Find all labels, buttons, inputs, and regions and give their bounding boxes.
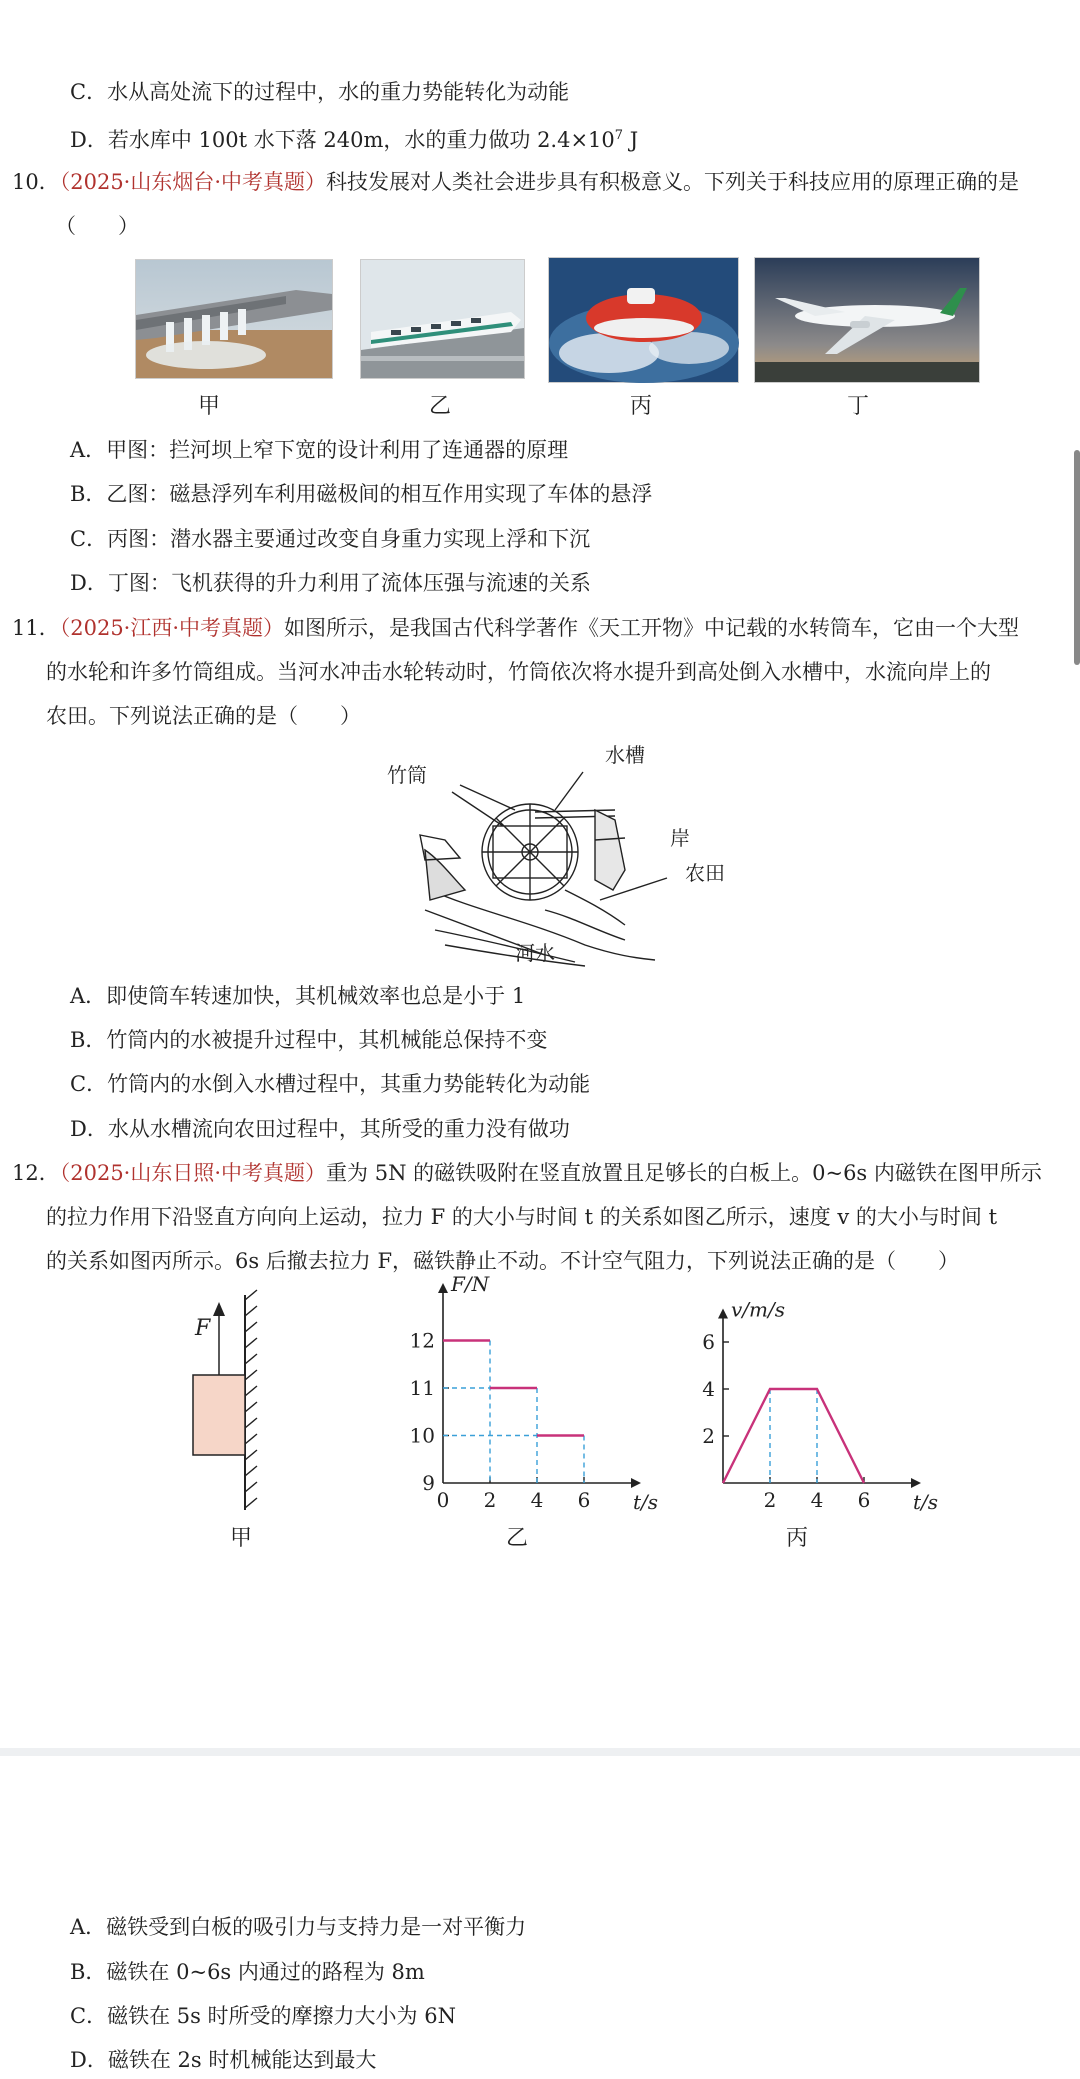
caption-jia: 甲 [197,394,220,419]
x-axis-arrow [631,1478,641,1488]
caption-fig-jia: 甲 [230,1526,253,1551]
x-axis-label: t/s [913,1490,939,1514]
q10-option-c: C．丙图：潜水器主要通过改变自身重力实现上浮和下沉 [70,527,591,551]
y-tick-label: 10 [409,1423,435,1448]
q11-source: （2025·江西·中考真题） [59,616,285,640]
q9-option-d [70,121,638,155]
q10-option-a: A．甲图：拦河坝上窄下宽的设计利用了连通器的原理 [70,438,569,462]
y-axis-arrow [438,1283,448,1293]
q11-number: 11． [12,616,60,640]
q11-stem-line2: 的水轮和许多竹筒组成。当河水冲击水轮转动时，竹筒依次将水提升到高处倒入水槽中，水流向岸上的 [46,660,991,684]
figure-jia-magnet [180,1290,290,1550]
q10-option-b: B．乙图：磁悬浮列车利用磁极间的相互作用实现了车体的悬浮 [70,482,653,506]
caption-yi: 乙 [428,394,451,419]
label-trough: 水槽 [605,743,645,767]
y-axis-label: F/N [451,1272,490,1296]
q9-option-d-value: 2.4×10 [537,128,615,152]
velocity-line [723,1389,864,1483]
q9-option-d-exponent: 7 [614,128,624,143]
scrollbar[interactable] [1074,450,1080,665]
label-bamboo-tube: 竹筒 [387,763,427,787]
q12-option-b: B．磁铁在 0~6s 内通过的路程为 8m [70,1960,425,1984]
chart-velocity-time [695,1290,945,1555]
caption-bing: 丙 [629,394,652,419]
label-farmland: 农田 [685,861,725,885]
force-label: F [195,1316,211,1341]
y-axis-arrow [718,1309,728,1319]
q11-option-b: B．竹筒内的水被提升过程中，其机械能总保持不变 [70,1028,548,1052]
y-tick-label: 4 [702,1377,715,1401]
y-axis-label: v/m/s [731,1297,786,1322]
q10-option-d: D．丁图：飞机获得的升力利用了流体压强与流速的关系 [70,571,591,595]
photo-submersible [548,257,739,383]
q12-option-c: C．磁铁在 5s 时所受的摩擦力大小为 6N [70,2004,456,2028]
label-river: 河水 [515,941,555,965]
x-tick-label: 6 [577,1488,591,1512]
x-tick-label: 4 [530,1488,544,1512]
q9-option-d-text: D．若水库中 100t 水下落 240m，水的重力做功 [70,128,538,152]
x-axis-arrow [911,1478,921,1488]
q11-stem [12,613,1019,643]
q12-stem-line3: 的关系如图丙所示。6s 后撤去拉力 F，磁铁静止不动。不计空气阻力，下列说法正确的是（ ） [46,1249,960,1273]
water-wheel-figure [385,740,735,970]
q12-stem-line2: 的拉力作用下沿竖直方向向上运动，拉力 F 的大小与时间 t 的关系如图乙所示，速度 v 的大小与时间 t [46,1205,998,1229]
label-bank: 岸 [670,826,690,850]
q9-option-c: C．水从高处流下的过程中，水的重力势能转化为动能 [70,80,570,104]
y-tick-label: 9 [422,1471,435,1495]
q10-source: （2025·山东烟台·中考真题） [59,170,327,194]
photo-maglev [360,259,525,379]
q12-option-a: A．磁铁受到白板的吸引力与支持力是一对平衡力 [70,1915,527,1939]
q11-option-a: A．即使筒车转速加快，其机械效率也总是小于 1 [70,984,526,1008]
q12-stem-line1: 重为 5N 的磁铁吸附在竖直放置且足够长的白板上。0~6s 内磁铁在图甲所示 [326,1161,1042,1185]
chart-caption: 丙 [785,1526,809,1551]
x-tick-label: 0 [436,1488,450,1512]
q11-stem-line3: 农田。下列说法正确的是（ ） [46,704,361,728]
y-tick-label: 6 [702,1330,715,1354]
q10-stem [12,167,1019,197]
photo-airplane [754,257,980,383]
q10-stem-text: 科技发展对人类社会进步具有积极意义。下列关于科技应用的原理正确的是 [326,170,1020,194]
y-tick-label: 2 [702,1424,715,1448]
y-tick-label: 11 [409,1376,435,1400]
y-tick-label: 12 [409,1328,435,1353]
chart-caption: 乙 [505,1526,529,1551]
x-axis-label: t/s [633,1490,659,1514]
q12-source: （2025·山东日照·中考真题） [59,1161,327,1185]
q11-option-c: C．竹筒内的水倒入水槽过程中，其重力势能转化为动能 [70,1072,591,1096]
x-tick-label: 2 [763,1488,777,1512]
q11-stem-line1: 如图所示，是我国古代科学著作《天工开物》中记载的水转筒车，它由一个大型 [284,616,1020,640]
magnet-block [193,1375,245,1455]
x-tick-label: 2 [483,1488,497,1512]
photo-dam [135,259,333,379]
q9-option-d-unit: J [623,128,639,152]
q10-blank: （ ） [55,214,139,238]
x-tick-label: 4 [810,1488,824,1512]
x-tick-label: 6 [857,1488,871,1512]
section-divider [0,1748,1080,1756]
chart-force-time [395,1272,665,1555]
q12-option-d: D．磁铁在 2s 时机械能达到最大 [70,2048,377,2072]
caption-ding: 丁 [846,394,869,419]
q12-number: 12． [12,1161,60,1185]
q12-stem [12,1158,1042,1188]
q11-option-d: D．水从水槽流向农田过程中，其所受的重力没有做功 [70,1117,570,1141]
q10-number: 10． [12,170,60,194]
